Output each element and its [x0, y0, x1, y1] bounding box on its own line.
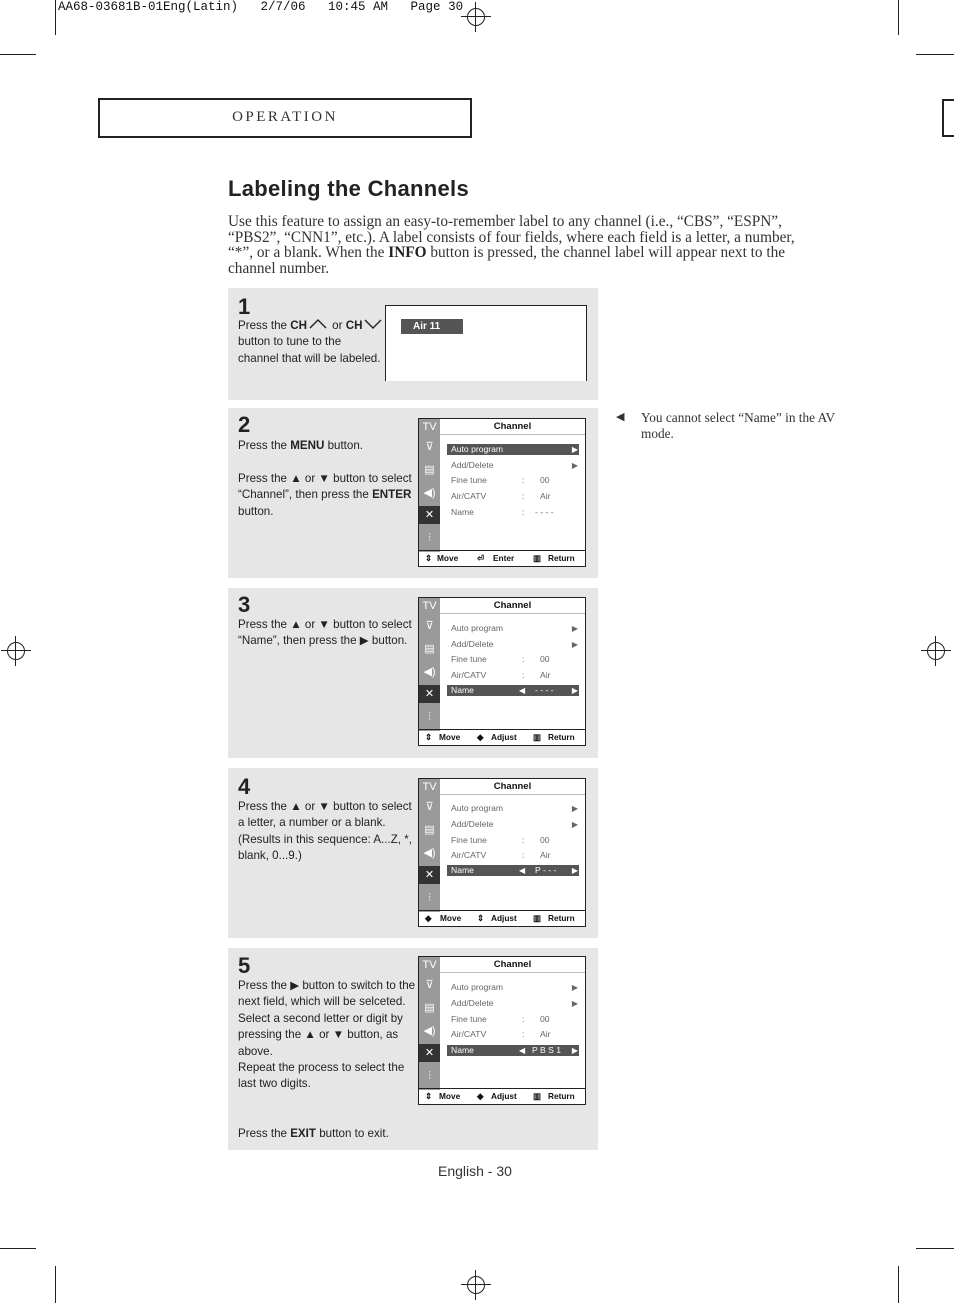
menu-item-fine-tune: Fine tune : 00	[451, 475, 550, 485]
menu-sidebar	[419, 957, 440, 1090]
channel-icon: ✕	[419, 506, 440, 524]
note-arrow-icon: ◀	[616, 411, 625, 423]
intro-paragraph: Use this feature to assign an easy-to-remember label to any channel (i.e., “CBS”, “ESPN”, “PBS2”, “CNN1”, etc.). A label consists of four fields, where each field is a letter, a number, “*”, or a blank. When the INFO button is pressed, the channel label will appear next to the channel number.	[228, 213, 795, 277]
menu-item-fine-tune: Fine tune : 00	[451, 654, 550, 664]
page-footer: English - 30	[438, 1163, 512, 1179]
step-number: 2	[238, 412, 251, 437]
crop-mark	[898, 1266, 899, 1303]
sound-icon: ◀)	[423, 1025, 436, 1037]
tv-label: TV	[422, 600, 437, 612]
menu-item-name: Name : - - - -	[451, 507, 554, 517]
menu-title: Channel	[440, 957, 585, 973]
move-updown-icon: ⇕	[425, 732, 432, 742]
menu-item-air-catv: Air/CATV : Air	[451, 1029, 551, 1039]
chevron-down-icon	[362, 319, 382, 332]
menu-item-add-delete: Add/Delete ▶	[451, 460, 578, 470]
channel-icon: ✕	[419, 866, 440, 884]
step-4-text: Press the ▲ or ▼ button to select a letter, a number or a blank. (Results in this sequence: A...Z, *, blank, 0...9.)	[238, 800, 412, 863]
registration-mark-icon	[461, 1270, 491, 1300]
picture-icon: ▤	[424, 824, 435, 836]
enter-icon: ⏎	[477, 553, 484, 563]
step-4-panel	[228, 768, 598, 938]
menu-item-fine-tune: Fine tune : 00	[451, 835, 550, 845]
crop-mark	[55, 0, 56, 35]
menu-title: Channel	[440, 419, 585, 435]
return-icon: ▥	[533, 913, 541, 923]
menu-footer: ◆ Move ⇕ Adjust ▥ Return	[419, 910, 585, 926]
menu-item-air-catv: Air/CATV : Air	[451, 670, 551, 680]
step-2-panel	[228, 408, 598, 578]
arrow-right-icon: ▶	[571, 461, 578, 470]
arrow-right-icon: ▶	[571, 686, 578, 695]
step-3-panel	[228, 588, 598, 758]
channel-icon: ✕	[419, 1044, 440, 1062]
chevron-up-icon	[307, 319, 329, 332]
menu-item-air-catv: Air/CATV : Air	[451, 850, 551, 860]
input-icon: ⊽	[425, 801, 434, 813]
sound-icon: ◀)	[423, 847, 436, 859]
step-3-text: Press the ▲ or ▼ button to select “Name”, then press the ▶ button.	[238, 618, 412, 648]
arrow-right-icon: ▶	[571, 624, 578, 633]
channel-menu	[418, 956, 586, 1105]
step-number: 4	[238, 774, 251, 799]
move-leftright-icon: ◆	[425, 913, 432, 923]
crop-mark	[0, 54, 36, 55]
move-updown-icon: ⇕	[425, 553, 432, 563]
step-number: 5	[238, 953, 251, 978]
menu-item-air-catv: Air/CATV : Air	[451, 491, 551, 501]
menu-footer: ⇕ Move ⏎ Enter ▥ Return	[419, 550, 585, 566]
step-1-panel	[228, 288, 598, 400]
crop-mark	[916, 1248, 954, 1249]
step-1-text: Press the CH or CH button to tune to the channel that will be labeled.	[238, 318, 383, 367]
menu-item-fine-tune: Fine tune : 00	[451, 1014, 550, 1024]
tv-screen	[385, 305, 587, 381]
menu-item-name: Name ◀ - - - - ▶	[447, 685, 579, 696]
adjust-updown-icon: ⇕	[477, 913, 484, 923]
menu-title: Channel	[440, 779, 585, 795]
picture-icon: ▤	[424, 464, 435, 476]
return-icon: ▥	[533, 553, 541, 563]
channel-tag: Air 11	[401, 319, 463, 334]
picture-icon: ▤	[424, 643, 435, 655]
arrow-right-icon: ▶	[571, 804, 578, 813]
picture-icon: ▤	[424, 1002, 435, 1014]
step-5-text: Press the ▶ button to switch to the next field, which will be selceted. Select a second letter or digit by pressing the ▲ or ▼ button, as above. Repeat the process to select the last two digits.	[238, 979, 416, 1091]
menu-item-auto-program: Auto program ▶	[451, 623, 578, 633]
sound-icon: ◀)	[423, 666, 436, 678]
crop-mark	[916, 54, 954, 55]
setup-icon: ⫶	[428, 1070, 431, 1082]
registration-mark-icon	[1, 636, 31, 666]
crop-mark	[55, 1266, 56, 1303]
menu-footer: ⇕ Move ◆ Adjust ▥ Return	[419, 729, 585, 745]
sound-icon: ◀)	[423, 487, 436, 499]
menu-sidebar	[419, 419, 440, 552]
side-tab-mark	[942, 99, 954, 137]
crop-mark	[0, 1248, 36, 1249]
step-5-exit-text: Press the EXIT button to exit.	[238, 1127, 389, 1140]
return-icon: ▥	[533, 1091, 541, 1101]
channel-icon: ✕	[419, 685, 440, 703]
input-icon: ⊽	[425, 441, 434, 453]
menu-sidebar	[419, 598, 440, 731]
setup-icon: ⫶	[428, 711, 431, 723]
arrow-right-icon: ▶	[571, 866, 578, 875]
crop-mark	[898, 0, 899, 35]
menu-item-add-delete: Add/Delete ▶	[451, 639, 578, 649]
move-updown-icon: ⇕	[425, 1091, 432, 1101]
adjust-leftright-icon: ◆	[477, 732, 484, 742]
step-5-panel	[228, 948, 598, 1150]
channel-menu	[418, 418, 586, 567]
menu-footer: ⇕ Move ◆ Adjust ▥ Return	[419, 1088, 585, 1104]
section-label: OPERATION	[232, 109, 338, 125]
arrow-right-icon: ▶	[571, 640, 578, 649]
return-icon: ▥	[533, 732, 541, 742]
menu-item-auto-program: Auto program ▶	[451, 803, 578, 813]
registration-mark-icon	[921, 636, 951, 666]
input-icon: ⊽	[425, 979, 434, 991]
menu-sidebar	[419, 779, 440, 912]
channel-menu	[418, 597, 586, 746]
arrow-right-icon: ▶	[571, 983, 578, 992]
arrow-right-icon: ▶	[571, 820, 578, 829]
menu-item-add-delete: Add/Delete ▶	[451, 819, 578, 829]
step-number: 3	[238, 592, 251, 617]
arrow-left-icon: ◀	[519, 1046, 526, 1055]
setup-icon: ⫶	[428, 532, 431, 544]
adjust-leftright-icon: ◆	[477, 1091, 484, 1101]
step-2-text: Press the MENU button. Press the ▲ or ▼ button to select “Channel”, then press the ENTER button.	[238, 439, 412, 518]
tv-label: TV	[422, 781, 437, 793]
channel-menu	[418, 778, 586, 927]
menu-item-auto-program: Auto program ▶	[451, 982, 578, 992]
print-header: AA68-03681B-01Eng(Latin) 2/7/06 10:45 AM Page 30	[58, 0, 464, 14]
arrow-left-icon: ◀	[519, 866, 526, 875]
page-title: Labeling the Channels	[228, 176, 469, 201]
input-icon: ⊽	[425, 620, 434, 632]
setup-icon: ⫶	[428, 892, 431, 904]
step-number: 1	[238, 294, 251, 319]
arrow-right-icon: ▶	[571, 1046, 578, 1055]
arrow-right-icon: ▶	[571, 445, 578, 454]
menu-item-add-delete: Add/Delete ▶	[451, 998, 578, 1008]
registration-mark-icon	[461, 2, 491, 32]
menu-item-name: Name ◀ P B S 1 ▶	[447, 1045, 579, 1056]
tv-label: TV	[422, 959, 437, 971]
menu-item-auto-program: Auto program ▶	[447, 444, 579, 455]
arrow-right-icon: ▶	[571, 999, 578, 1008]
section-label-box	[98, 98, 472, 138]
arrow-left-icon: ◀	[519, 686, 526, 695]
tv-label: TV	[422, 421, 437, 433]
menu-item-name: Name ◀ P - - - ▶	[447, 865, 579, 876]
menu-title: Channel	[440, 598, 585, 614]
